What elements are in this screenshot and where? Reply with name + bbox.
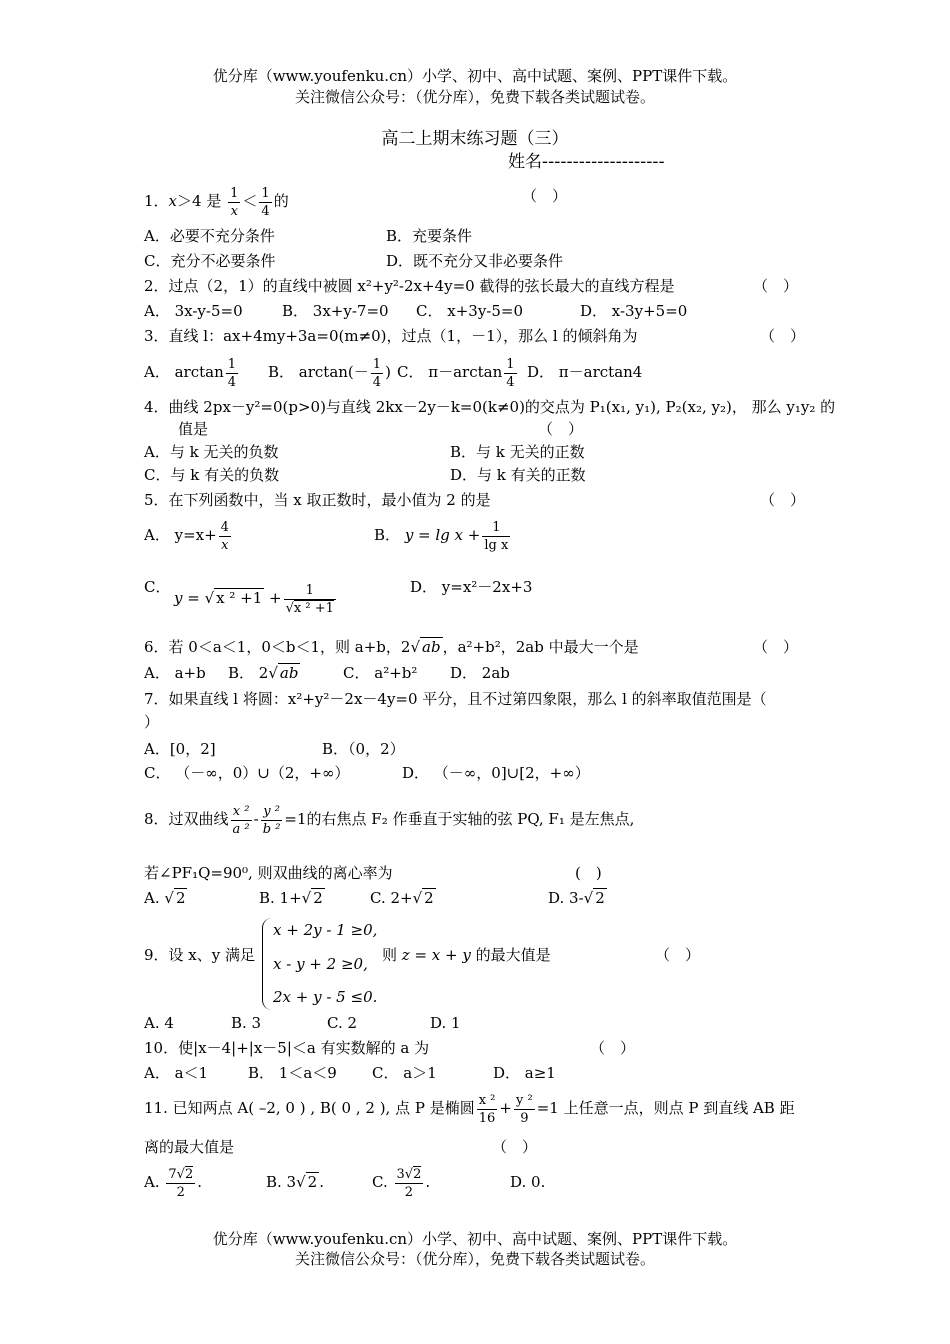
header-line-1: 优分库（www.youfenku.cn）小学、初中、高中试题、案例、PPT课件下载。 <box>212 67 738 85</box>
answer-paren: （ ） <box>753 638 799 656</box>
q5-option-d: D． y=x²－2x+3 <box>410 578 533 596</box>
q4-option-a: A．与 k 无关的负数 <box>144 443 279 461</box>
fraction: $\frac{3√2}{2}$ <box>396 1166 422 1200</box>
inequality-2: x - y + 2 ≥0, <box>273 955 368 973</box>
answer-paren: （ ） <box>522 187 568 205</box>
q11-option-a: A. $\frac{7√2}{2}$ . <box>144 1166 203 1200</box>
q6-option-c: C． a²+b² <box>343 664 418 682</box>
question-11: 11. 已知两点 A( –2, 0 ) , B( 0 , 2 ), 点 P 是椭圆 $\frac{\text{x ²}}{16}$ + $\frac{\text{y ²}}{9}$ =1 上任意一点，则点 P 到直线 AB 距 <box>144 1092 795 1126</box>
answer-paren: （ ） <box>590 1039 636 1057</box>
q7-option-c: C． （－∞，0）∪（2，+∞） <box>144 764 350 782</box>
q6-option-a: A． a+b <box>144 664 206 682</box>
q4-option-d: D．与 k 有关的正数 <box>450 466 586 484</box>
q1-option-c: C．充分不必要条件 <box>144 252 276 270</box>
q11-option-c: C. $\frac{3√2}{2}$ . <box>372 1166 431 1200</box>
question-9: 9．设 x、y 满足 <box>144 946 256 964</box>
fraction: $\frac{1}{4}$ <box>506 356 515 390</box>
q10-option-c: C． a＞1 <box>372 1064 437 1082</box>
q1-option-a: A．必要不充分条件 <box>144 227 275 245</box>
q11-option-b: B. 3√ 2 . <box>266 1173 324 1191</box>
question-6: 6．若 0＜a＜1，0＜b＜1，则 a+b，2√ ab ，a²+b²，2ab 中最大一个是 <box>144 638 639 656</box>
q4-option-c: C．与 k 有关的负数 <box>144 466 280 484</box>
q2-option-b: B． 3x+y-7=0 <box>282 302 389 320</box>
answer-paren: （ ） <box>753 277 799 295</box>
footer-line-1: 优分库（www.youfenku.cn）小学、初中、高中试题、案例、PPT课件下载。 <box>212 1230 738 1248</box>
q8-option-a: A. √ 2 <box>144 889 186 907</box>
q4-option-b: B．与 k 无关的正数 <box>450 443 585 461</box>
question-4: 4．曲线 2px－y²=0(p>0)与直线 2kx－2y－k=0(k≠0)的交点为 P₁(x₁, y₁), P₂(x₂, y₂)， 那么 y₁y₂ 的 <box>144 398 836 416</box>
name-field: 姓名-------------------- <box>508 152 665 172</box>
q8-option-c: C. 2+√ 2 <box>370 889 434 907</box>
q10-option-a: A． a＜1 <box>144 1064 209 1082</box>
question-7: 7．如果直线 l 将圆：x²+y²－2x－4y=0 平分，且不过第四象限，那么 l 的斜率取值范围是（ <box>144 690 767 708</box>
q7-option-b: B．（0，2） <box>322 740 405 758</box>
inequality-1: x + 2y - 1 ≥0, <box>273 921 378 939</box>
fraction: $\frac{1}{x}$ <box>230 185 239 219</box>
inequality-3: 2x + y - 5 ≤0. <box>273 988 378 1006</box>
question-9-objective: 则 z = x + y 的最大值是 <box>382 946 551 964</box>
q5-option-a: A． y=x+ $\frac{4}{x}$ <box>144 519 229 553</box>
q3-option-b: B． arctan(－ $\frac{1}{4}$ ) <box>268 356 391 390</box>
footer-line-2: 关注微信公众号：（优分库），免费下载各类试题试卷。 <box>294 1250 655 1268</box>
q3-option-d: D． π－arctan4 <box>527 363 643 381</box>
fraction: $\frac{4}{x}$ <box>220 519 229 553</box>
q9-option-b: B. 3 <box>231 1014 262 1032</box>
fraction: $\frac{\text{y ²}}{\text{b ²}}$ <box>262 803 281 837</box>
q9-option-d: D. 1 <box>430 1014 461 1032</box>
fraction: $\frac{\text{x ²}}{16}$ <box>478 1092 496 1126</box>
page-title: 高二上期末练习题（三） <box>381 129 569 149</box>
question-1: 1．x＞4 是 $\frac{1}{x}$ ＜ $\frac{1}{4}$ 的 <box>144 185 289 219</box>
q1-option-b: B．充要条件 <box>386 227 473 245</box>
answer-paren: （ ） <box>538 420 584 438</box>
q3-option-a: A． arctan $\frac{1}{4}$ <box>144 356 237 390</box>
fraction: $\frac{1}{\text{√x ² +1}}$ <box>285 582 334 616</box>
q8-option-b: B. 1+√ 2 <box>259 889 323 907</box>
q7-option-a: A．[0，2] <box>144 740 216 758</box>
answer-paren: ( ) <box>575 864 602 882</box>
fraction: $\frac{1}{\text{lg x}}$ <box>484 519 509 553</box>
fraction: $\frac{1}{4}$ <box>372 356 382 390</box>
question-3: 3．直线 l：ax+4my+3a=0(m≠0)，过点（1，－1），那么 l 的倾斜角为 <box>144 327 638 345</box>
question-2: 2．过点（2，1）的直线中被圆 x²+y²-2x+4y=0 截得的弦长最大的直线方程是 <box>144 277 675 295</box>
q2-option-d: D． x-3y+5=0 <box>580 302 688 320</box>
q9-option-c: C. 2 <box>327 1014 358 1032</box>
answer-paren: （ ） <box>760 491 806 509</box>
q3-option-c: C． π－arctan $\frac{1}{4}$ <box>397 356 515 390</box>
fraction: $\frac{1}{4}$ <box>227 356 237 390</box>
fraction: $\frac{1}{4}$ <box>261 185 270 219</box>
fraction: $\frac{\text{x ²}}{\text{a ²}}$ <box>232 803 250 837</box>
q1-option-d: D．既不充分又非必要条件 <box>386 252 564 270</box>
question-10: 10．使|x－4|+|x－5|＜a 有实数解的 a 为 <box>144 1039 430 1057</box>
answer-paren: （ ） <box>655 946 701 964</box>
question-5: 5．在下列函数中，当 x 取正数时，最小值为 2 的是 <box>144 491 491 509</box>
q5-option-b: B． y = lg x + $\frac{1}{\text{lg x}}$ <box>374 519 509 553</box>
question-4-cont: 值是 <box>178 420 209 438</box>
question-11-cont: 离的最大值是 <box>144 1138 235 1156</box>
q10-option-b: B． 1＜a＜9 <box>248 1064 337 1082</box>
q6-option-b: B． 2√ ab <box>228 664 299 682</box>
question-8: 8．过双曲线 $\frac{\text{x ²}}{\text{a ²}}$ - $\frac{\text{y ²}}{\text{b ²}}$ =1的右焦点 F₂ 作垂直于实轴的弦 PQ, F₁ 是左焦点, <box>144 803 635 837</box>
q5-option-c: y = √ x ² +1 + $\frac{1}{\text{√x ² +1}}$ <box>174 582 334 616</box>
answer-paren: （ ） <box>492 1138 538 1156</box>
q7-option-d: D． （－∞，0]∪[2，+∞） <box>402 764 590 782</box>
fraction: $\frac{\text{y ²}}{9}$ <box>515 1092 533 1126</box>
q9-option-a: A. 4 <box>144 1014 174 1032</box>
q10-option-d: D． a≥1 <box>493 1064 556 1082</box>
q8-option-d: D. 3-√ 2 <box>548 889 605 907</box>
q11-option-d: D. 0. <box>510 1173 546 1191</box>
question-7-cont: ） <box>144 713 160 731</box>
q5-option-c-label: C． <box>144 578 171 596</box>
q2-option-c: C． x+3y-5=0 <box>416 302 524 320</box>
header-line-2: 关注微信公众号：（优分库），免费下载各类试题试卷。 <box>294 88 655 106</box>
q6-option-d: D． 2ab <box>450 664 510 682</box>
fraction: $\frac{7√2}{2}$ <box>168 1166 194 1200</box>
answer-paren: （ ） <box>760 327 806 345</box>
question-8-cont: 若∠PF₁Q=90⁰, 则双曲线的离心率为 <box>144 864 393 882</box>
q2-option-a: A． 3x-y-5=0 <box>144 302 243 320</box>
